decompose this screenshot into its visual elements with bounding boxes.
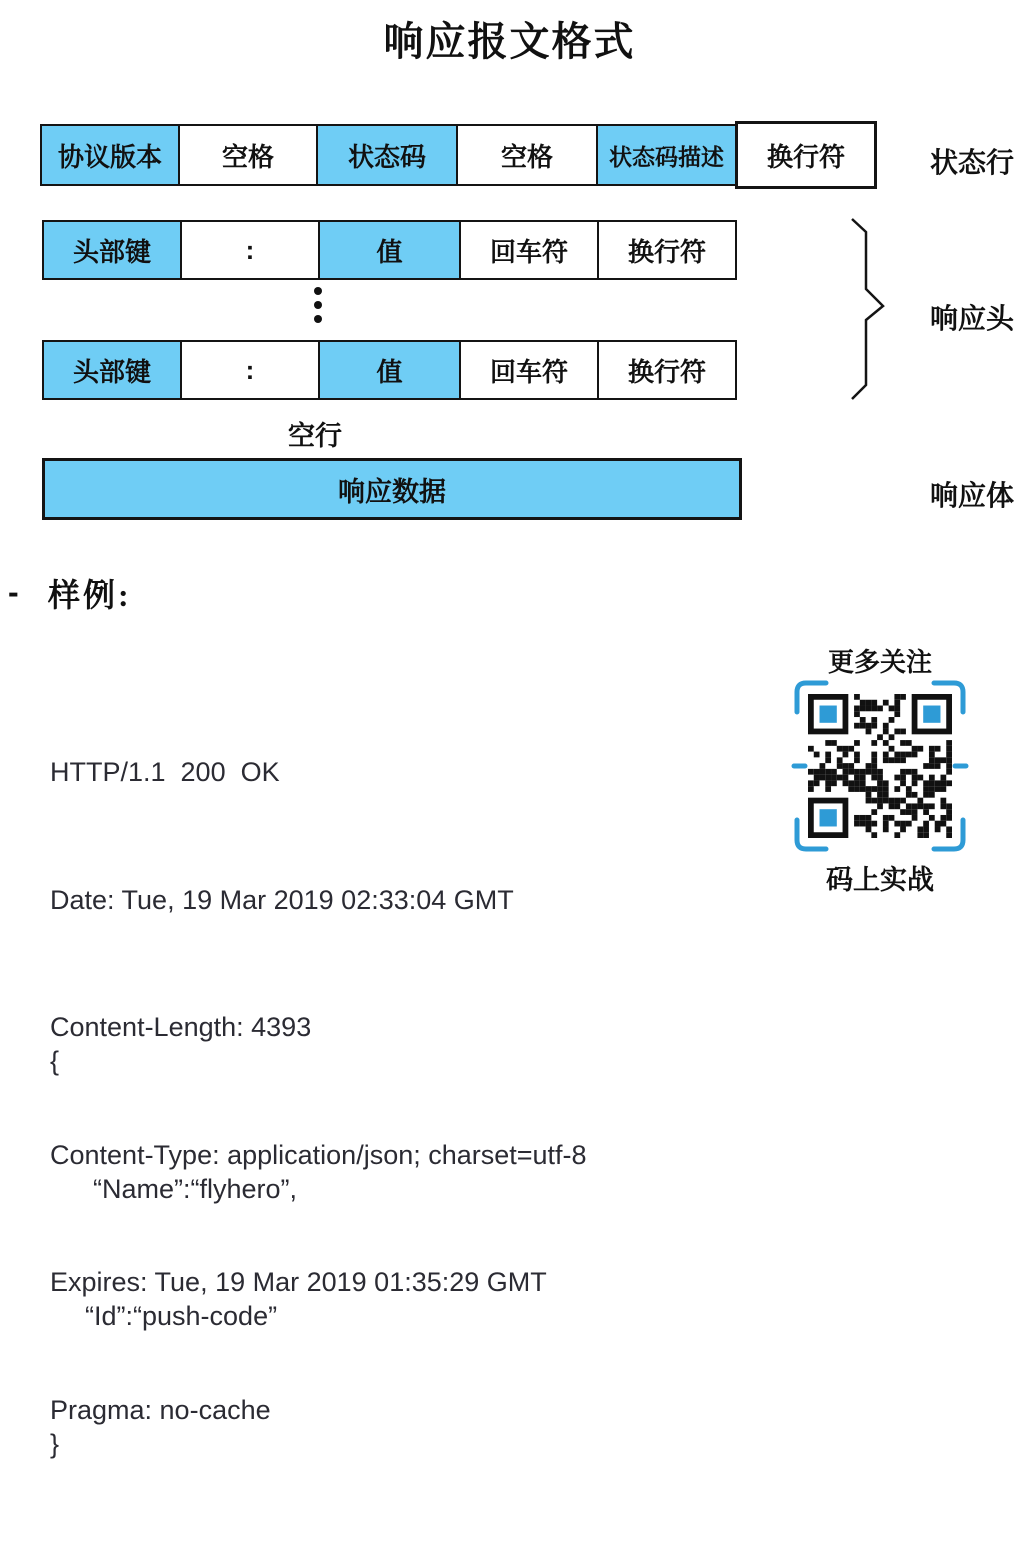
empty-line-label: 空行 (288, 421, 342, 451)
cell-status-code: 状态码 (316, 124, 458, 186)
label-response-body: 响应体 (930, 480, 1015, 511)
page-title: 响应报文格式 (383, 20, 636, 64)
json-example-line: “Name”:“flyhero”, (93, 1173, 298, 1204)
cell-value-1: 值 (318, 220, 461, 280)
json-example-block (50, 955, 297, 1550)
cell-protocol-version: 协议版本 (40, 124, 180, 186)
cell-lf-2: 换行符 (597, 340, 737, 400)
qr-top-label: 更多关注 (827, 647, 932, 677)
response-data-box: 响应数据 (42, 458, 742, 520)
qr-code-image (794, 680, 966, 852)
cell-lf-1: 换行符 (597, 220, 737, 280)
example-heading: 样例: (48, 577, 132, 613)
qr-code (794, 680, 966, 852)
cell-header-key-2: 头部键 (42, 340, 182, 400)
http-example-line: Pragma: no-cache (50, 1394, 271, 1425)
http-example-line: Date: Tue, 19 Mar 2019 02:33:04 GMT (50, 884, 514, 915)
cell-value-2: 值 (318, 340, 461, 400)
curly-brace (845, 213, 890, 405)
cell-status-desc: 状态码描述 (596, 124, 737, 186)
cell-newline-status: 换行符 (735, 121, 877, 189)
label-status-line: 状态行 (930, 147, 1015, 178)
http-example-line: Content-Type: application/json; charset=utf-8 (50, 1139, 587, 1170)
json-example-line: { (50, 1046, 60, 1076)
cell-space-1: 空格 (178, 124, 318, 186)
bullet-dash: - (8, 574, 19, 610)
cell-colon-2: : (180, 340, 320, 400)
json-example-line: “Id”:“push-code” (85, 1301, 278, 1331)
cell-header-key-1: 头部键 (42, 220, 182, 280)
http-example-line: Content-Length: 4393 (50, 1012, 312, 1042)
qr-bottom-label: 码上实战 (826, 865, 934, 895)
json-example-line: } (50, 1428, 60, 1459)
http-example-line: HTTP/1.1 200 OK (50, 757, 280, 787)
cell-cr-2: 回车符 (459, 340, 599, 400)
http-example-line: Expires: Tue, 19 Mar 2019 01:35:29 GMT (50, 1267, 547, 1297)
cell-space-2: 空格 (456, 124, 598, 186)
cell-cr-1: 回车符 (459, 220, 599, 280)
label-response-headers: 响应头 (930, 303, 1015, 334)
cell-colon-1: : (180, 220, 320, 280)
ellipsis-dots (314, 287, 322, 323)
